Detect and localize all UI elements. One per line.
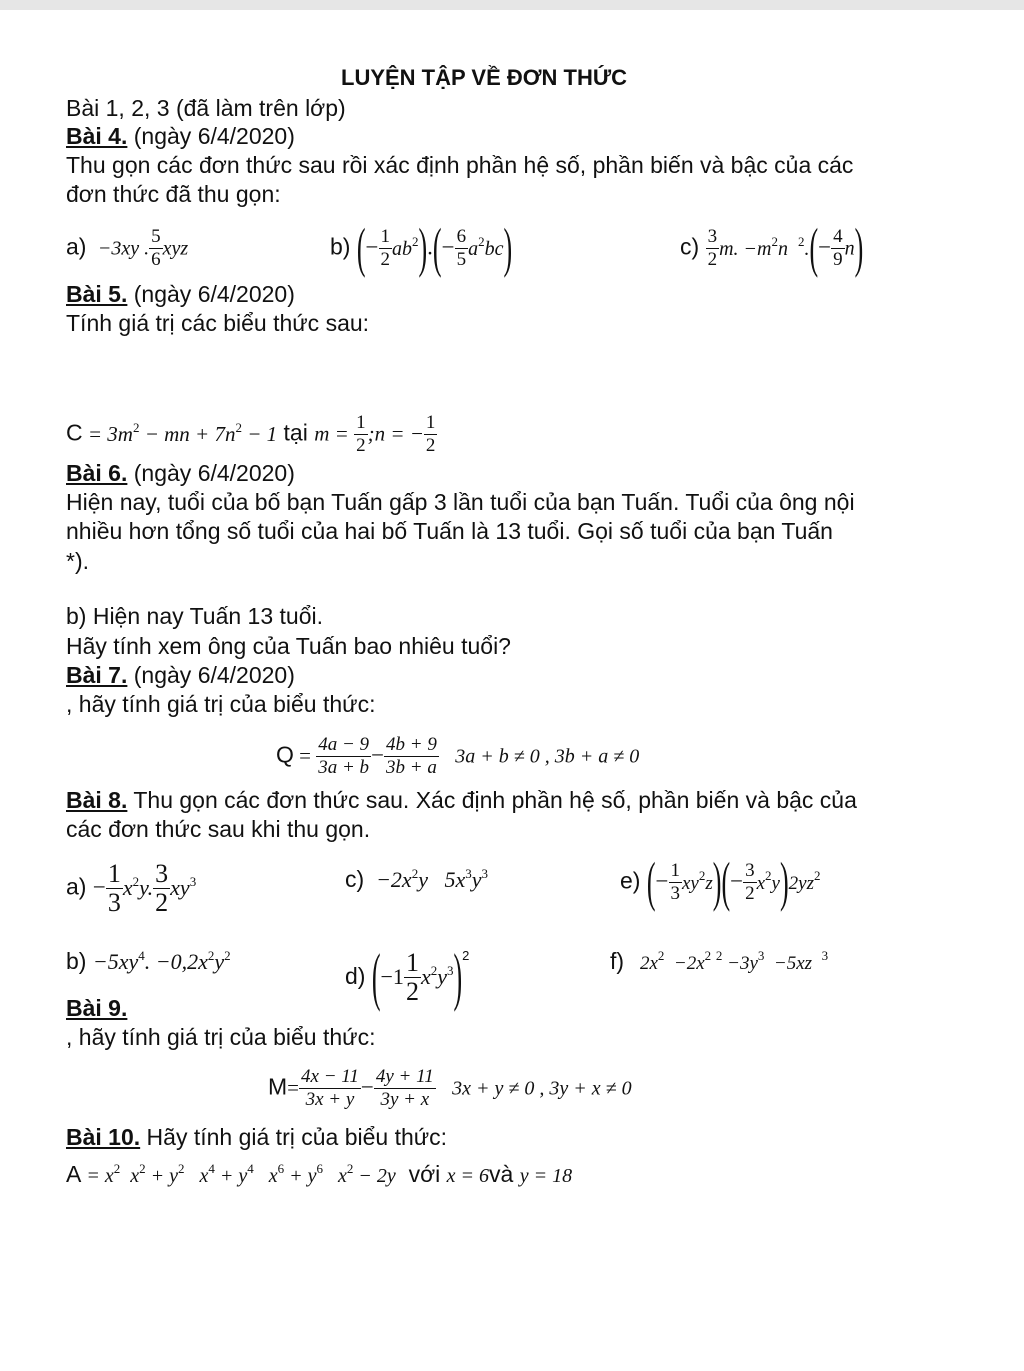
bai8-expr-f: f) $2x^2 -2x^2$ $^2 -3y^3 -5xz$ $^3$ — [610, 948, 829, 974]
bai5-tai: tại — [283, 419, 308, 446]
bai9-label-m: M — [268, 1073, 288, 1100]
bai10-label-a: A — [66, 1161, 82, 1187]
bai10-text-line — [66, 1123, 447, 1151]
bai8-label-f: f) — [610, 948, 625, 974]
bai4-text-2: đơn thức đã thu gọn: — [66, 181, 281, 207]
bai4-date: (ngày 6/4/2020) — [127, 123, 295, 149]
bai10-text: Hãy tính giá trị của biểu thức: — [140, 1124, 448, 1150]
bai9-text: , hãy tính giá trị của biểu thức: — [66, 1024, 376, 1050]
bai4-label-b: b) — [330, 233, 351, 260]
bai8-text-2: các đơn thức sau khi thu gọn. — [66, 816, 371, 842]
page-title: LUYỆN TẬP VỀ ĐƠN THỨC — [341, 65, 627, 90]
bai8-label-c: c) — [345, 866, 365, 892]
bai8-label-a: a) — [66, 873, 87, 900]
bai8-text-1: Thu gọn các đơn thức sau. Xác định phần hệ số, phần biến và bậc của — [127, 787, 857, 813]
bai4-heading: Bài 4. — [66, 123, 128, 149]
bai8-expr-a: a) − $\frac{1}{3}$ $x^2y$. $\frac{3}{2}$ $xy^3$ — [66, 859, 197, 917]
bai6-date: (ngày 6/4/2020) — [127, 460, 295, 486]
intro-line: Bài 1, 2, 3 (đã làm trên lớp) — [66, 95, 346, 121]
bai7-expr: Q = $\frac{4a - 9}{3a + b}$ − $\frac{4b + 9}{3b + a}$ 3a + b ≠ 0 , 3b + a ≠ 0 — [276, 734, 640, 778]
bai6-text-1: Hiện nay, tuổi của bố bạn Tuấn gấp 3 lần tuổi của bạn Tuấn. Tuổi của ông nội — [66, 489, 855, 515]
bai6-text-3: *). — [66, 548, 89, 574]
bai10-expr: $A = x^2$ $x^2 + y^2$ $x^4 + y^4$ $x^6 + y^6$ $x^2 - 2y$ với x = 6và y = 18 — [66, 1161, 573, 1187]
bai9-heading: Bài 9. — [66, 995, 128, 1021]
bai4-text-1: Thu gọn các đơn thức sau rồi xác định phần hệ số, phần biến và bậc của các — [66, 152, 854, 178]
bai8-label-e: e) — [620, 867, 641, 894]
bai8-label-b: b) — [66, 948, 87, 974]
bai7-text: , hãy tính giá trị của biểu thức: — [66, 691, 376, 717]
bai8-label-d: d) — [345, 963, 366, 989]
bai9-heading-line — [66, 994, 127, 1022]
bai5-heading-line — [66, 280, 295, 308]
bai10-va: và — [489, 1161, 514, 1187]
bai5-expr: $C = 3m^2$ − mn + $7n^2 - 1$ tại m = $\frac{1}{2}$ ;n = − $\frac{1}{2}$ — [66, 412, 436, 456]
bai4-label-a: a) — [66, 233, 87, 260]
bai4-label-c: c) — [680, 233, 700, 260]
bai10-heading: Bài 10. — [66, 1124, 141, 1150]
bai7-heading-line — [66, 661, 295, 689]
bai8-heading: Bài 8. — [66, 787, 128, 813]
bai5-date: (ngày 6/4/2020) — [127, 281, 295, 307]
bai5-text: Tính giá trị các biểu thức sau: — [66, 310, 370, 336]
bai6-text-5: Hãy tính xem ông của Tuấn bao nhiêu tuổi? — [66, 633, 511, 659]
bai6-heading-line — [66, 459, 295, 487]
bai9-expr: M= $\frac{4x - 11}{3x + y}$ − $\frac{4y + 11}{3y + x}$ 3x + y ≠ 0 , 3y + x ≠ 0 — [268, 1066, 632, 1110]
bai6-text-4: b) Hiện nay Tuấn 13 tuổi. — [66, 603, 323, 629]
bai6-text-2: nhiều hơn tổng số tuổi của hai bố Tuấn là 13 tuổi. Gọi số tuổi của bạn Tuấn — [66, 518, 833, 544]
bai7-heading: Bài 7. — [66, 662, 128, 688]
bai4-heading-line — [66, 122, 295, 150]
bai8-expr-e: e) (− $\frac{1}{3}$ $xy^2z)(-$ $\frac{3}{2}$ $x^2y)2yz^2$ — [620, 851, 821, 912]
bai4-expr-a: a) −3xy . $\frac{5}{6}$ xyz — [66, 226, 189, 270]
bai4-expr-b: b) (− $\frac{1}{2}$ $ab^2).(-$ $\frac{6}{5}$ $a^2bc$) — [330, 217, 513, 278]
bai10-voi: với — [408, 1161, 441, 1187]
bai7-date: (ngày 6/4/2020) — [127, 662, 295, 688]
bai6-heading: Bài 6. — [66, 460, 128, 486]
bai7-label-q: Q — [276, 741, 294, 768]
bai8-expr-b: $b) -5xy^4$. $-0,2x^2y^2$ — [66, 948, 231, 974]
bai5-heading: Bài 5. — [66, 281, 128, 307]
bai4-expr-c: c) $\frac{3}{2}$ m. $-m^2n$ $^2$.(− $\frac{4}{9}$ n) — [680, 217, 864, 278]
bai8-text-line-1 — [66, 786, 857, 814]
bai5-label-c: C — [66, 419, 83, 446]
bai8-expr-d: d) (−1 $\frac{1}{2}$ $x^2y^3)^2$ — [345, 940, 470, 1013]
bai8-expr-c: $c) -2x^2y$ $5x^3y^3$ — [345, 866, 488, 892]
